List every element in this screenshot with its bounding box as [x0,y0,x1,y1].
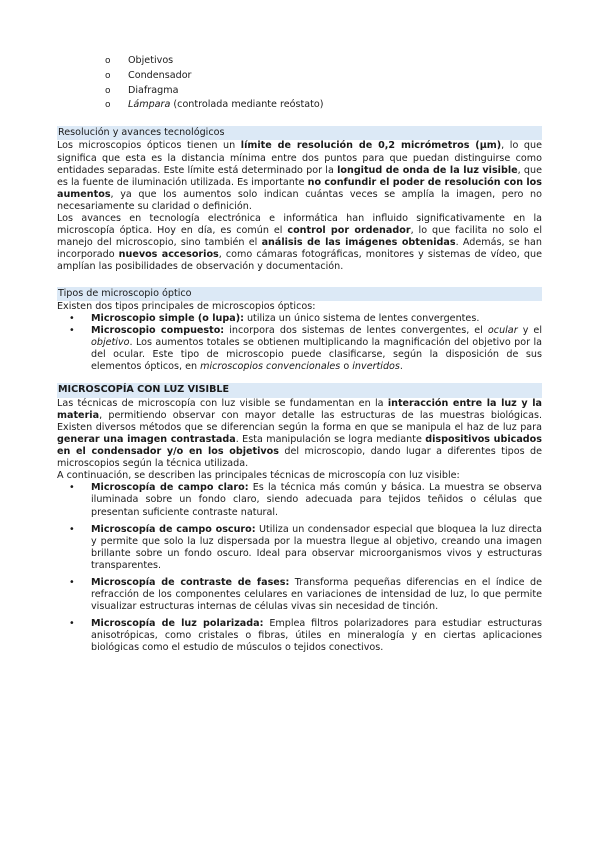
list-item: • Microscopía de luz polarizada: Emplea filtros polarizadores para estudiar estructuras anisotrópicas, como cristales o fibras, útiles en mineralogía y en ciertas aplicaciones biológicas como el estudio de músculos o tejidos conectivos. [69,618,542,654]
list-marker: o [105,100,111,111]
techniques-list [57,482,542,654]
bullet: • [69,576,75,588]
list-item: • Microscopio simple (o lupa): utiliza un único sistema de lentes convergentes. [69,312,480,324]
paragraph-advances: Los avances en tecnología electrónica e informática han influido significativamente en la microscopía óptica. Hoy en día, es común el control por ordenador, lo que facilita no solo el manejo del microscopio, sino también el análisis de las imágenes obtenidas. Además, se han incorporado nuevos accesorios, como cámaras fotográficas, monitores y sistemas de vídeo, que amplían las posibilidades de observación y documentación. [57,213,542,273]
bullet: • [69,523,75,535]
section-heading-resolution: Resolución y avances tecnológicos [57,126,542,140]
list-item: o Condensador [57,69,542,84]
list-marker: o [105,56,111,66]
list-item: • Microscopía de contraste de fases: Transforma pequeñas diferencias en el índice de refracción de los componentes celulares en variaciones de intensidad de luz, lo que permite visualizar estructuras internas de células vivas sin necesidad de tinción. [69,576,542,613]
list-item: • Microscopio compuesto: incorpora dos sistemas de lentes convergentes, el ocular y el objetivo. Los aumentos totales se obtienen multiplicando la magnificación del objetivo por la del ocular. Este tipo de microscopio puede clasificarse, según la disposición de sus elementos ópticos, en microscopios convencionales o invertidos. [69,325,542,373]
bullet: • [69,482,75,494]
list-marker: o [105,85,111,96]
paragraph-resolution: Los microscopios ópticos tienen un límite de resolución de 0,2 micrómetros (µm), lo que significa que esta es la distancia mínima entre dos puntos para que puedan distinguirse como entidades separadas. Este límite está determinado por la longitud de onda de la luz visible, que es la fuente de iluminación utilizada. Es importante no confundir el poder de resolución con los aumentos, ya que los aumentos solo indican cuántas veces se amplía la imagen, pero no necesariamente su claridad o definición. [57,140,543,212]
list-item: o Objetivos [57,54,542,69]
microscope-types-list [57,313,542,373]
bullet: • [69,312,75,324]
list-item: • Microscopía de campo oscuro: Utiliza un condensador especial que bloquea la luz directa y permite que solo la luz dispersada por la muestra llegue al objetivo, creando una imagen brillante sobre un fondo oscuro. Ideal para observar microorganismos vivos y estructuras transparentes. [69,523,542,571]
section-heading-types: Tipos de microscopio óptico [57,287,542,301]
bullet: • [69,325,75,336]
microscope-components-list [57,54,542,113]
list-item: o Diafragma [57,84,542,99]
list-item: o Lámpara (controlada mediante reóstato) [57,98,542,113]
paragraph-techniques-intro: A continuación, se describen las principales técnicas de microscopía con luz visible: [57,470,460,482]
page-content [57,54,542,655]
list-marker: o [105,70,111,81]
list-item: • Microscopía de campo claro: Es la técnica más común y básica. La muestra se observa iluminada sobre un fondo claro, siendo adecuada para tejidos teñidos o células que presentan suficiente contraste natural. [69,482,542,518]
section-heading-visible-light: MICROSCOPÍA CON LUZ VISIBLE [57,383,542,397]
paragraph-visible-light: Las técnicas de microscopía con luz visible se fundamentan en la interacción entre la luz y la materia, permitiendo observar con mayor detalle las estructuras de las muestras biológicas. Existen diversos métodos que se diferencian según la forma en que se manipula el haz de luz para generar una imagen contrastada. Esta manipulación se logra mediante dispositivos ubicados en el condensador y/o en los objetivos del microscopio, dando lugar a diferentes tipos de microscopios según la técnica utilizada. [57,397,542,470]
bullet: • [69,618,75,630]
paragraph-types-intro: Existen dos tipos principales de microscopios ópticos: [57,300,316,312]
